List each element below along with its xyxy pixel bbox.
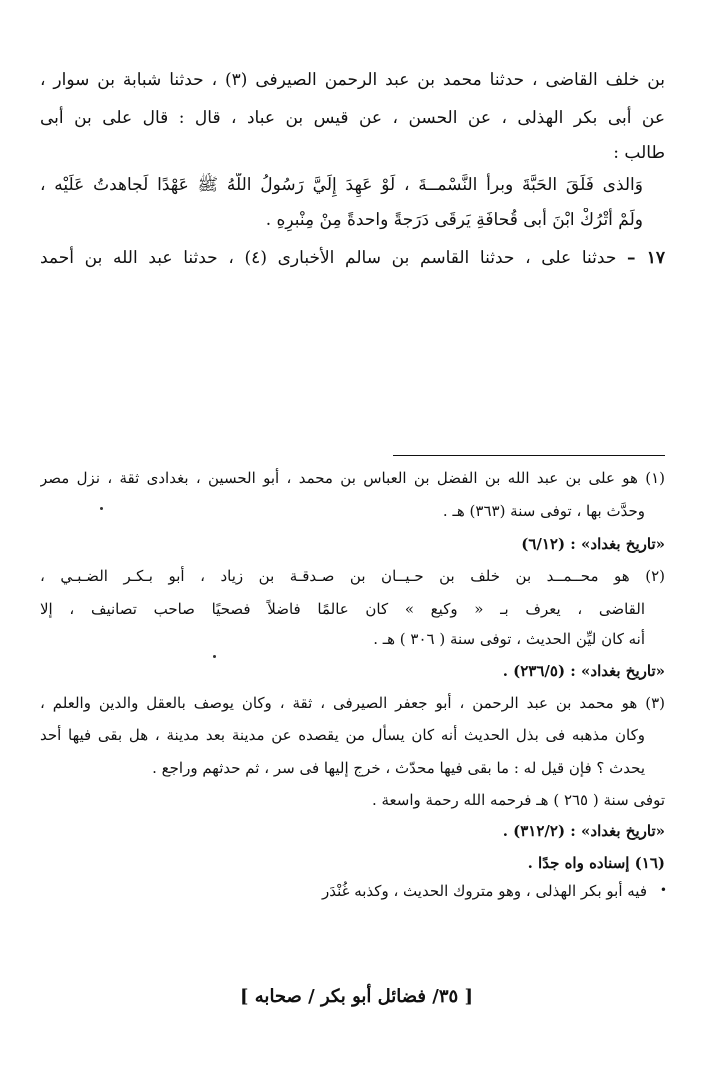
hadith-17-line [40,246,665,270]
main-text-line-3: طالب : [613,143,665,163]
page-footer: [ ٣٥/ فضائل أبو بكر / صحابه ] [240,986,473,1007]
quote-line-2: ولَمْ أَتْرُكْ ابْنَ أَبى قُحافَةِ يَرقَى دَرَجةً واحدةً مِنْ مِنْبرِهِ . [265,210,643,230]
footnote-16-text: فيه أبو بكر الهذلى ، وهو متروك الحديث ، وكذبه غُنْدَر [321,882,647,900]
footnote-1-line-2: وحدَّث بها ، توفى سنة (٣٦٣) هـ . [442,502,645,520]
footnote-16-heading: (١٦) إسناده واه جدًا . [527,854,665,872]
quote-line-1: وَالذى فَلَقَ الحَبَّةَ وبرأ النَّسْمــةَ ، لَوْ عَهِدَ إِلَيَّ رَسُولُ اللَّهُ ﷺ عَهْدًا لَجاهدتُ عَلَيْه ، [40,175,643,195]
footnote-1-line-1: (١) هو على بن عبد الله بن الفضل بن العباس بن محمد ، أبو الحسين ، بغدادى ثقة ، نزل مصر [40,469,665,487]
footnote-3-line-4: توفى سنة ( ٢٦٥ ) هـ فرحمه الله رحمة واسعة . [371,791,665,809]
hadith-17-text: حدثنا على ، حدثنا القاسم بن سالم الأخبارى (٤) ، حدثنا عبد الله بن أحمد [40,248,617,268]
footnote-3-reference: «تاريخ بغداد» : (٣١٢/٢) . [502,822,665,840]
bullet-icon: • [659,883,667,897]
footnote-2-line-3: أنه كان ليِّن الحديث ، توفى سنة ( ٣٠٦ ) هـ . [373,630,645,648]
footnote-3-line-1: (٣) هو محمد بن عبد الرحمن ، أبو جعفر الصيرفى ، ثقة ، وكان يوصف بالعقل والدين والعلم ، [40,694,665,712]
footnote-3-line-3: يحدث ؟ فإن قيل له : ما بقى فيها محدّث ، خرج إليها فى سر ، ثم حدثهم وراجع . [152,759,645,777]
hadith-number: ١٧ – [627,248,665,268]
scan-speck [100,507,103,510]
footnote-2-reference: «تاريخ بغداد» : (٢٣٦/٥) . [502,662,665,680]
footnote-2-line-1: (٢) هو محــمــد بن خلف بن حـيــان بن صـدقـة بن زياد ، أبو بـكـر الضـبـي ، [40,567,665,585]
main-text-line-1: بن خلف القاضى ، حدثنا محمد بن عبد الرحمن الصيرفى (٣) ، حدثنا شبابة بن سوار ، [40,70,665,90]
scan-speck [213,655,216,658]
footnote-3-line-2: وكان مذهبه فى بذل الحديث أنه كان يسأل من يقصده عن مدينة بعد مدينة ، هل بقى فيها أحد [40,726,645,744]
footnote-divider [393,455,665,456]
footnote-1-reference: «تاريخ بغداد» : (٦/١٢) [521,535,665,553]
footnote-2-line-2: القاضى ، يعرف بـ « وكيع » كان عالمًا فاضلاً فصحيًا صاحب تصانيف ، إلا [40,600,645,618]
main-text-line-2: عن أبى بكر الهذلى ، عن الحسن ، عن قيس بن عباد ، قال : قال على بن أبى [40,108,665,128]
